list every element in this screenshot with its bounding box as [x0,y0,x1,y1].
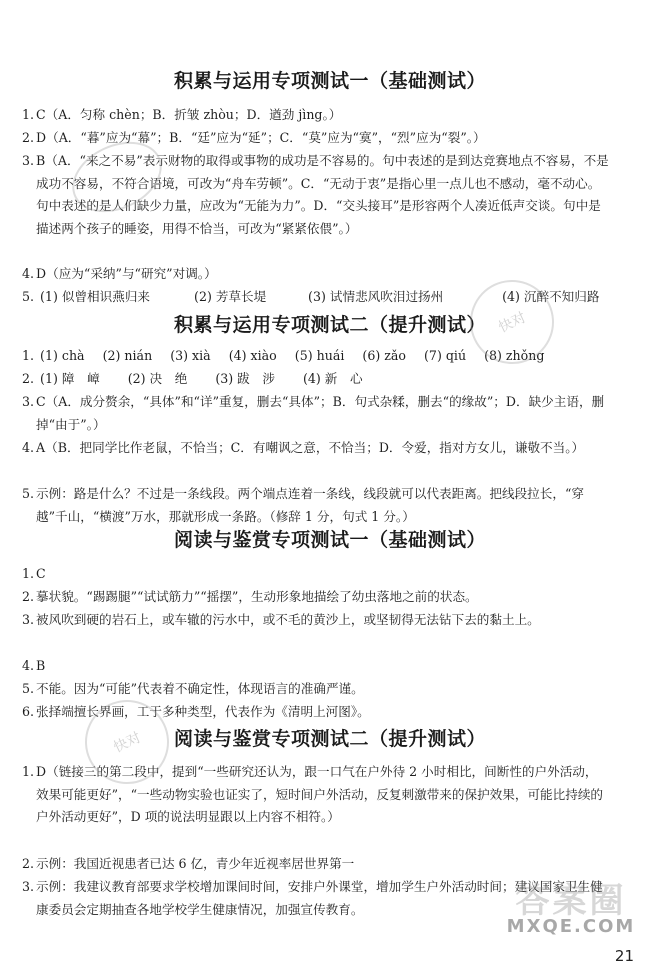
s1-item-4: 4. D（应为“采纳”与“研究”对调。） [22,266,217,281]
section-title-3: 阅读与鉴赏专项测试一（基础测试） [173,529,486,551]
s2-item-2: 2. (1) 障 嶂 (2) 决 绝 (3) 跋 涉 (4) 新 心 [22,371,363,386]
page-number: 21 [614,947,634,965]
s4-item-1: 1. D（链接三的第二段中，提到“一些研究还认为，跟一口气在户外待 2 小时相比，间断性的户外活动，效果可能更好”，“一些动物实验也证实了，短时间户外活动，反复刺激带来的保护效果，可能比持续的户外活动更好”，D 项的说法明显跟以上内容不相符。） [22,764,604,825]
s3-item-2: 2. 摹状貌。“踢踢腿”“试试筋力”“摇摆”，生动形象地描绘了幼虫落地之前的状态。 [22,589,478,604]
s2-item-1: 1. (1) chà (2) nián (3) xià (4) xiào (5) huái (6) zǎo (7) qiú (8) zhǒng [22,348,545,363]
s1-item-3: 3. B（A．“来之不易”表示财物的取得或事物的成功是不容易的。句中表述的是到达竞赛地点不容易，不是成功不容易，不符合语境，可改为“舟车劳顿”。C．“无动于衷”是指心里一点儿也不感动，毫不动心。句中表述的是人们缺少力量，应改为“无能为力”。D．“交头接耳”是形容两个人凑近低声交谈。句中是描述两个孩子的睡姿，用得不恰当，可改为“紧紧依偎”。） [22,153,609,236]
s2-item-4: 4. A（B．把同学比作老鼠，不恰当；C．有嘲讽之意，不恰当；D．令爱，指对方女儿，谦敬不当。） [22,440,585,455]
s1-item-1: 1. C（A．匀称 chèn；B．折皱 zhòu；D．遒劲 jìng。） [22,107,342,122]
section-title-4: 阅读与鉴赏专项测试二（提升测试） [173,728,486,750]
s4-item-2: 2. 示例：我国近视患者已达 6 亿，青少年近视率居世界第一 [22,856,355,871]
s2-item-3: 3. C（A．成分赘余，“具体”和“详”重复，删去“具体”；B．句式杂糅，删去“的缘故”；D．缺少主语，删掉“由于”。） [22,394,605,432]
watermark-logo: 答案圈 MXQE.COM [506,881,636,937]
watermark-stamp-right: 快对 [456,266,568,378]
s2-item-5: 5. 示例：路是什么？不过是一条线段。两个端点连着一条线，线段就可以代表距离。把线段拉长，“穿越”千山，“横渡”万水，那就形成一条路。（修辞 1 分，句式 1 分。） [22,486,584,524]
section-title-1: 积累与运用专项测试一（基础测试） [173,70,486,92]
s3-item-3: 3. 被风吹到硬的岩石上，或车辙的污水中，或不毛的黄沙上，或坚韧得无法钻下去的黏土上。 [22,612,540,627]
s3-item-1: 1. C [22,566,46,581]
s3-item-4: 4. B [22,658,46,673]
watermark-stamp-bottom: 快对 [71,686,183,798]
s3-item-5: 5. 不能。因为“可能”代表着不确定性，体现语言的准确严谨。 [22,681,364,696]
section-title-2: 积累与运用专项测试二（提升测试） [173,314,486,336]
s4-item-3: 3. 示例：我建议教育部要求学校增加课间时间，安排户外课堂，增加学生户外活动时间；建议国家卫生健康委员会定期抽查各地学校学生健康情况，加强宣传教育。 [22,879,603,917]
s3-item-6: 6. 张择端擅长界画，工于多种类型，代表作为《清明上河图》。 [22,704,370,719]
s1-item-5: 5. (1) 似曾相识燕归来 (2) 芳草长堤 (3) 试情悲风吹泪过扬州 (4) 沉醉不知归路 [22,289,600,304]
s1-item-2: 2. D（A．“暮”应为“幕”；B．“廷”应为“延”；C．“莫”应为“寞”，“烈”应为“裂”。） [22,130,486,145]
